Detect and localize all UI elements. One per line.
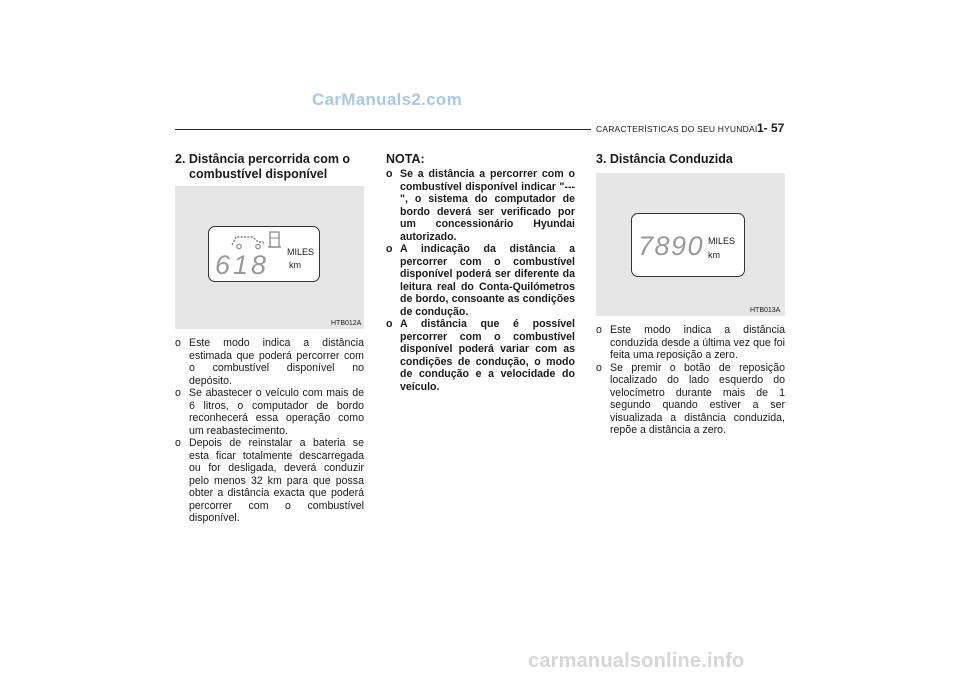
- note-bullet-list: [386, 168, 575, 393]
- figure-code: HTB012A: [331, 320, 362, 327]
- figure-code: HTB013A: [750, 307, 781, 314]
- figure-fuel-range: [175, 186, 364, 329]
- bullet-text: Se a distância a percorrer com o combustível disponível indicar "---", o sistema do computador de bordo deverá ser verificado por um concessionário Hyundai autorizado.: [400, 168, 575, 243]
- unit-km-label: km: [708, 250, 720, 260]
- bullet-text: Este modo indica a distância estimada que poderá percorrer com o combustível disponível no depósito.: [189, 337, 364, 387]
- bullet-marker: o: [175, 387, 181, 399]
- car-fuel-icon: [229, 230, 283, 252]
- lcd-display-range: [208, 226, 320, 282]
- bullet-marker: o: [175, 437, 181, 449]
- page-number: 1- 57: [757, 121, 785, 135]
- lcd-digits-range: [213, 250, 277, 278]
- col1-heading-line2: combustível disponível: [189, 167, 328, 181]
- watermark-logo-bottom[interactable]: carmanualsonline.info: [528, 650, 745, 672]
- list-item: [386, 168, 575, 243]
- note-title: NOTA:: [386, 152, 425, 166]
- col1-heading-line1: 2. Distância percorrida com o: [175, 152, 351, 166]
- bullet-text: Este modo indica a distância conduzida desde a última vez que foi feita uma reposição a zero.: [610, 324, 785, 361]
- bullet-text: Se premir o botão de reposição localizado do lado esquerdo do velocímetro durante mais de 1 segundo quando estiver a ser visualizada a distância conduzida, repõe a distância a zero.: [610, 361, 785, 436]
- watermark-logo-top[interactable]: CarManuals2.com: [312, 90, 462, 109]
- list-item: [596, 362, 785, 437]
- bullet-text: Depois de reinstalar a bateria se esta ficar totalmente descarregada ou for desligada, deverá conduzir pelo menos 32 km para que possa obter a distância exacta que poderá percorrer com o combustível disponível.: [189, 437, 364, 524]
- bullet-marker: o: [175, 337, 181, 349]
- col1-bullet-list: [175, 337, 364, 525]
- bullet-marker: o: [386, 168, 393, 180]
- lcd-digits-trip: [636, 228, 706, 262]
- bullet-marker: o: [596, 324, 602, 336]
- bullet-text: A distância que é possível percorrer com o combustível disponível poderá variar com as condições de condução, o modo de condução e a velocidade do veículo.: [400, 318, 575, 393]
- bullet-marker: o: [596, 361, 602, 374]
- list-item: [175, 337, 364, 387]
- lcd-trip-value: 7890: [638, 231, 705, 261]
- lcd-display-trip: [631, 213, 745, 277]
- col3-heading: 3. Distância Conduzida: [596, 152, 733, 166]
- bullet-marker: o: [386, 318, 393, 330]
- bullet-marker: o: [386, 243, 393, 255]
- header-rule: [175, 129, 591, 130]
- list-item: [175, 437, 364, 525]
- lcd-range-value: 618: [215, 250, 270, 278]
- bullet-text: A indicação da distância a percorrer com o combustível disponível poderá ser diferente da leitura real do Conta-Quilómetros de bordo, consoante as condições de condução.: [400, 243, 575, 318]
- bullet-text: Se abastecer o veículo com mais de 6 litros, o computador de bordo reconhecerá essa operação como um reabastecimento.: [189, 387, 364, 437]
- unit-km-label: km: [289, 260, 301, 270]
- unit-miles-label: MILES: [708, 236, 736, 246]
- figure-distance-driven: [596, 173, 785, 316]
- list-item: [596, 324, 785, 362]
- list-item: [386, 243, 575, 318]
- col3-bullet-list: [596, 324, 785, 437]
- header-section-title: CARACTERÍSTICAS DO SEU HYUNDAI: [596, 124, 758, 134]
- unit-miles-label: MILES: [287, 247, 315, 257]
- list-item: [175, 387, 364, 437]
- list-item: [386, 318, 575, 393]
- col1-heading: [175, 152, 370, 182]
